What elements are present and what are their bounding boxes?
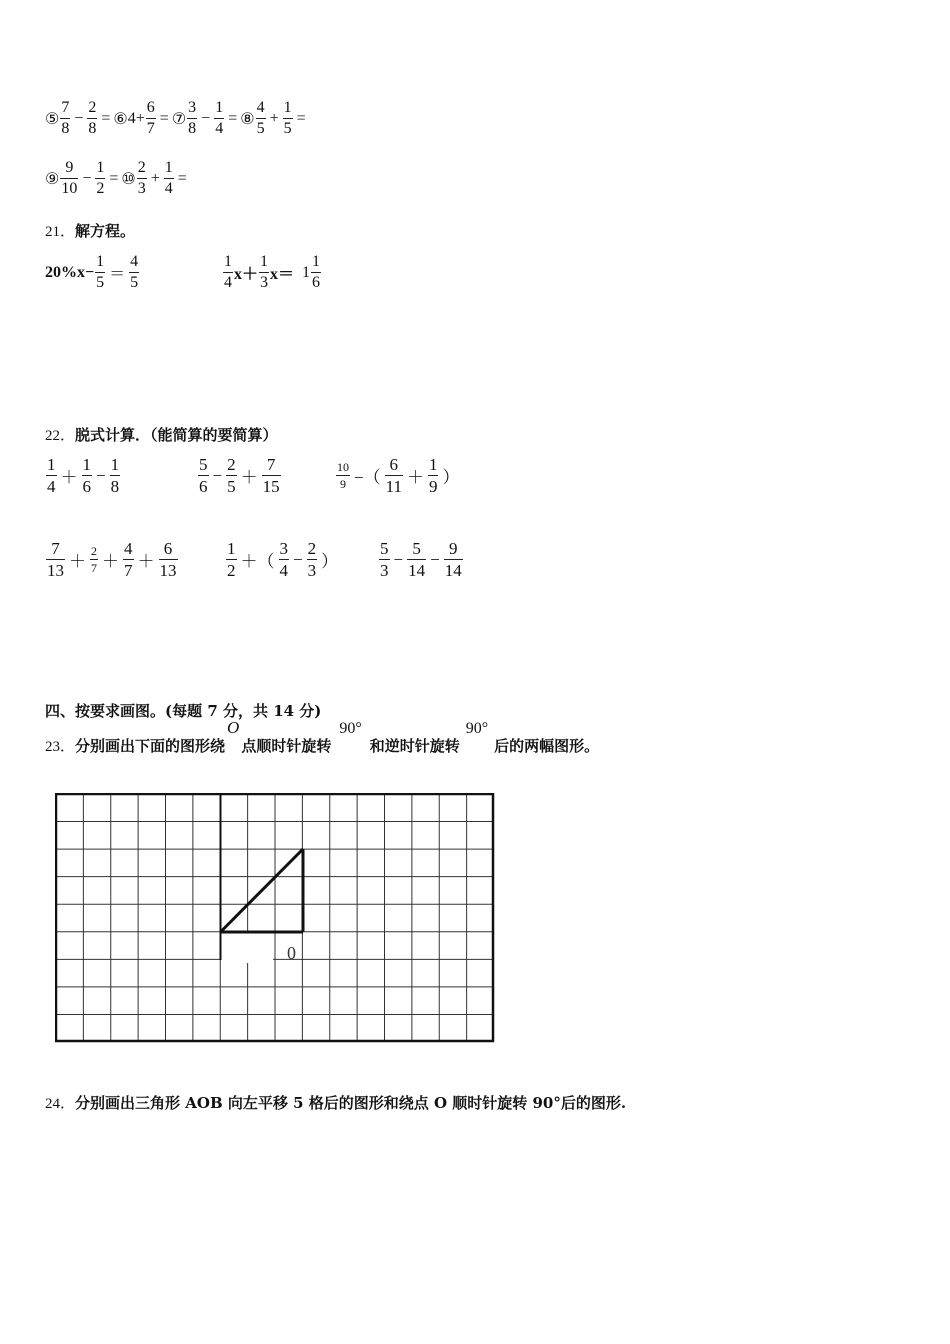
- operator: =: [159, 109, 169, 127]
- fraction: $\frac{3}{8}$: [188, 99, 197, 137]
- operator: −（: [354, 468, 381, 487]
- fraction: $\frac{10}{9}$: [337, 460, 349, 491]
- operator: =: [101, 109, 111, 127]
- section-4-heading: 四、按要求画图。(每题 7 分，共 14 分): [45, 702, 322, 720]
- fraction: $\frac{6}{13}$: [159, 539, 177, 580]
- operator: =: [228, 109, 238, 127]
- calc-6: [378, 540, 464, 579]
- question-title: 解方程。: [75, 222, 136, 240]
- question-number: 22．: [45, 428, 76, 444]
- fraction: $\frac{9}{14}$: [444, 539, 462, 580]
- question-text: 点顺时针旋转: [241, 737, 332, 755]
- operator: 4+: [127, 109, 145, 127]
- operator: ＋: [102, 552, 119, 571]
- equals-sign: ＝: [109, 266, 126, 283]
- exercise-label: ⑤: [45, 110, 60, 128]
- fraction: $\frac{7}{13}$: [47, 539, 64, 580]
- fraction: $\frac{5}{3}$: [380, 539, 389, 580]
- operator: ＋: [137, 552, 155, 571]
- operator: −: [96, 465, 106, 485]
- operator: ＋（: [240, 552, 275, 571]
- operator: ）: [321, 552, 339, 571]
- fraction: $\frac{1}{6}$: [82, 455, 91, 496]
- operator: ＋: [240, 468, 258, 487]
- fraction: $\frac{6}{11}$: [385, 455, 402, 496]
- question-21-heading: [45, 220, 135, 241]
- operator: −: [393, 549, 404, 569]
- operator: −: [82, 169, 92, 187]
- grid-lines: [56, 794, 493, 1041]
- fraction: $\frac{4}{7}$: [124, 539, 133, 580]
- operator: −: [201, 109, 211, 127]
- question-text: 分别画出三角形 AOB 向左平移 5 格后的图形和绕点 O 顺时针旋转 90°后的图形.: [75, 1094, 627, 1112]
- operator: −: [293, 549, 303, 569]
- fraction: $\frac{1}{6}$: [312, 253, 321, 291]
- question-text: 分别画出下面的图形绕: [75, 737, 226, 755]
- operator: =: [177, 169, 187, 187]
- operator: −: [74, 109, 84, 127]
- calc-1: [45, 456, 121, 495]
- equation-2: [222, 254, 322, 291]
- fraction: $\frac{2}{8}$: [88, 99, 97, 137]
- fraction: $\frac{1}{8}$: [110, 455, 120, 496]
- fraction: $\frac{4}{5}$: [256, 99, 265, 137]
- fraction: $\frac{3}{4}$: [279, 539, 288, 580]
- calc-2: [197, 456, 282, 495]
- exercise-label: ⑧: [240, 110, 255, 128]
- fraction: $\frac{1}{9}$: [428, 455, 438, 496]
- question-22-heading: [45, 424, 278, 445]
- triangle-hypotenuse: [221, 849, 304, 932]
- grid-figure: [55, 793, 495, 1047]
- equation-lead: 20%x−: [45, 263, 95, 281]
- question-text: 后的两幅图形。: [494, 737, 600, 755]
- operator: ）: [442, 468, 460, 487]
- fraction: $\frac{5}{14}$: [408, 539, 426, 580]
- point-o-label: O: [227, 718, 240, 737]
- fraction: $\frac{4}{5}$: [130, 253, 139, 291]
- question-number: 24．: [45, 1096, 76, 1112]
- operator: −: [430, 549, 440, 569]
- operator: −: [212, 465, 223, 485]
- degree-label: 90°: [465, 720, 489, 737]
- fraction: $\frac{1}{2}$: [227, 539, 236, 580]
- calc-3: [335, 456, 462, 495]
- calc-4: [45, 540, 179, 579]
- fraction: $\frac{1}{4}$: [47, 455, 56, 496]
- exercise-label: ⑦: [171, 110, 187, 128]
- fraction: $\frac{1}{4}$: [215, 99, 224, 137]
- fraction: $\frac{9}{10}$: [61, 159, 78, 197]
- label-background: [221, 933, 273, 963]
- point-o-mark: 0: [287, 943, 296, 963]
- operator: +: [150, 169, 160, 187]
- question-title: 脱式计算．（能简算的要简算）: [75, 426, 278, 444]
- equation-1: [45, 254, 140, 291]
- question-24: [45, 1092, 626, 1113]
- equation-term: x＋: [234, 266, 259, 283]
- question-23: [45, 718, 600, 756]
- mixed-whole: 1: [302, 263, 311, 281]
- fraction: $\frac{2}{5}$: [227, 455, 236, 496]
- fraction: $\frac{1}{5}$: [283, 99, 292, 137]
- fraction: $\frac{2}{3}$: [307, 539, 317, 580]
- exercise-row-1: [45, 100, 309, 137]
- fraction: $\frac{1}{3}$: [260, 253, 269, 291]
- exercise-label: ⑥: [113, 110, 128, 128]
- fraction: $\frac{6}{7}$: [146, 99, 155, 137]
- fraction: $\frac{7}{8}$: [61, 99, 70, 137]
- operator: ＋: [60, 468, 78, 487]
- fraction: $\frac{7}{15}$: [262, 455, 280, 496]
- fraction: $\frac{5}{6}$: [199, 455, 208, 496]
- calc-5: [225, 540, 341, 579]
- question-text: 和逆时针旋转: [369, 737, 460, 755]
- operator: =: [296, 109, 306, 127]
- exercise-row-2: [45, 160, 190, 197]
- operator: ＋: [406, 468, 424, 487]
- fraction: $\frac{2}{3}$: [137, 159, 146, 197]
- operator: =: [109, 169, 119, 187]
- fraction: $\frac{1}{2}$: [96, 159, 105, 197]
- question-number: 23．: [45, 739, 76, 755]
- operator: +: [269, 109, 279, 127]
- fraction: $\frac{2}{7}$: [91, 544, 97, 575]
- equation-term: x＝: [270, 266, 295, 283]
- exercise-label: ⑩: [121, 170, 136, 188]
- exercise-label: ⑨: [45, 170, 60, 188]
- fraction: $\frac{1}{4}$: [164, 159, 173, 197]
- degree-label: 90°: [339, 720, 362, 737]
- fraction: $\frac{1}{4}$: [224, 253, 232, 291]
- grid-svg: [55, 793, 495, 1043]
- operator: ＋: [69, 552, 86, 571]
- question-number: 21．: [45, 224, 76, 240]
- fraction: $\frac{1}{5}$: [96, 253, 105, 291]
